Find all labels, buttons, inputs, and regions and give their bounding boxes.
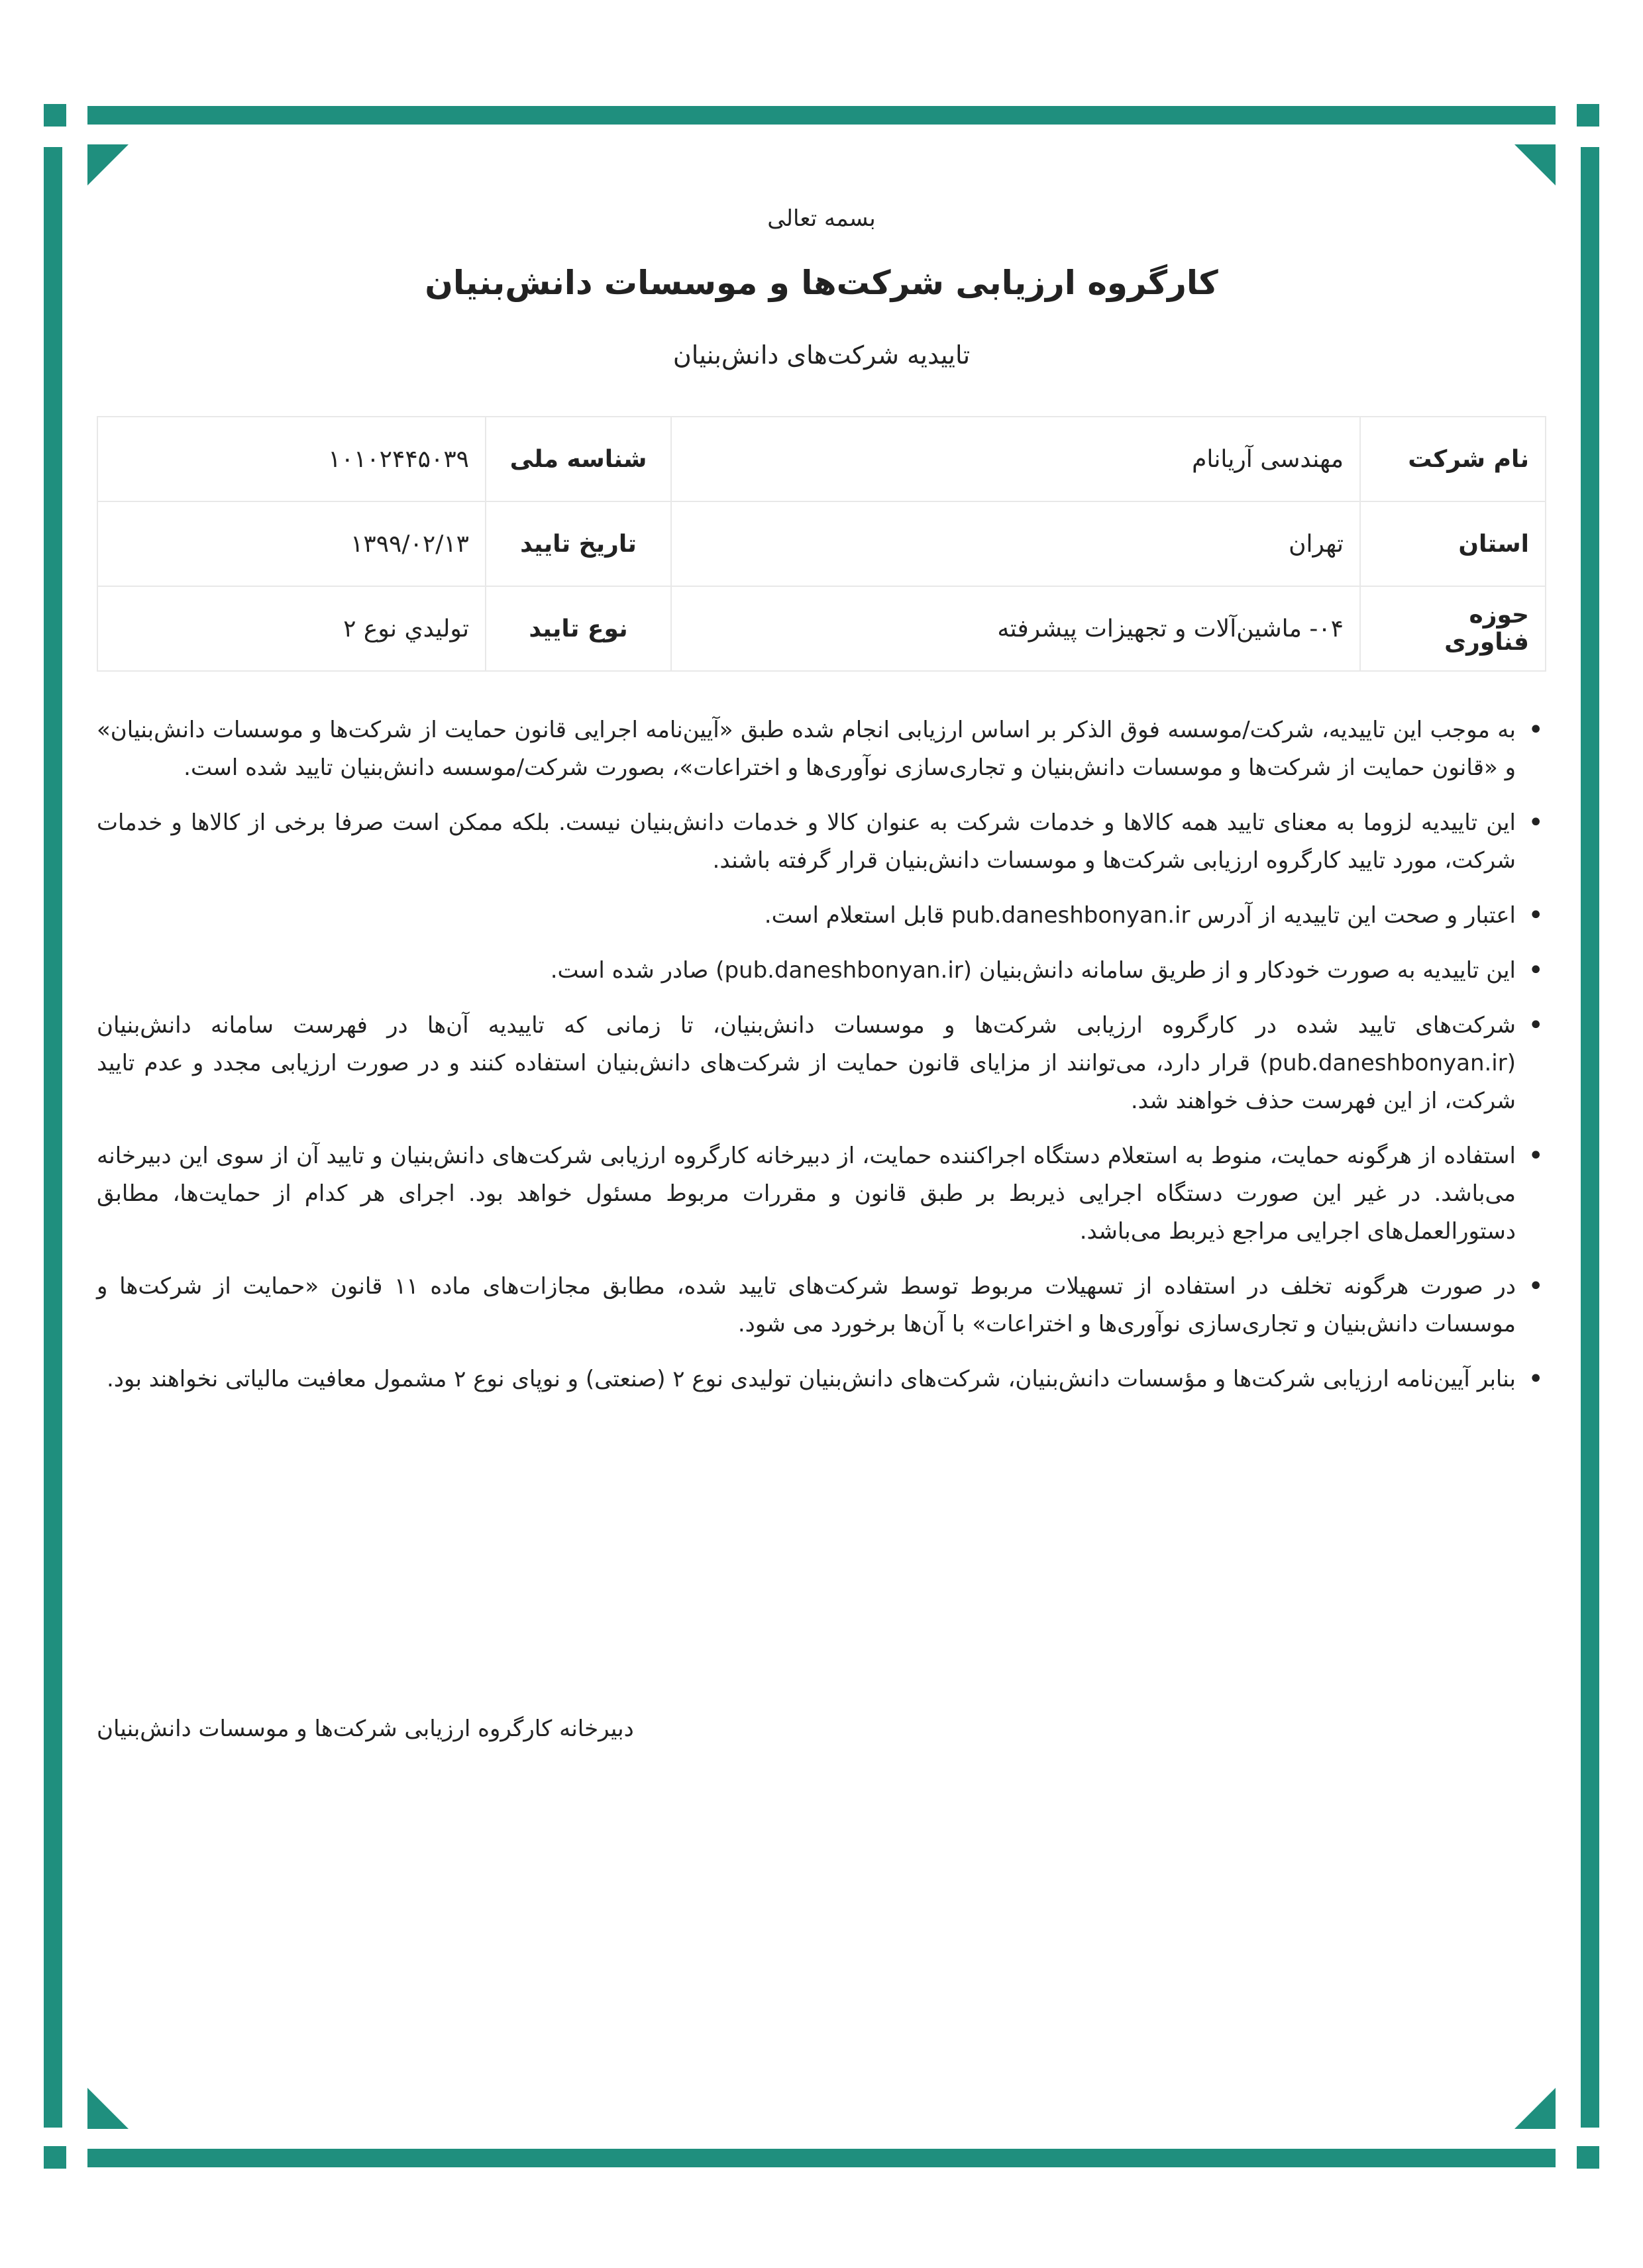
table-row xyxy=(97,586,1546,671)
company-name-value: مهندسی آریانام xyxy=(671,417,1360,501)
technology-field-value: ۰۴- ماشین‌آلات و تجهیزات پیشرفته xyxy=(671,586,1360,671)
list-item: • شرکت‌های تایید شده در کارگروه ارزیابی شرکت‌ها و موسسات دانش‌بنیان، تا زمانی که تاییدیه آن‌ها در فهرست سامانه دانش‌بنیان (pub.daneshbonyan.ir) قرار دارد، می‌توانند از مزایای قانون حمایت از شرکت‌های دانش‌بنیان استفاده کنند و در صورت ارزیابی مجدد و عدم تایید شرکت، از این فهرست حذف خواهند شد. xyxy=(97,1007,1546,1120)
table-row xyxy=(97,501,1546,586)
list-item: • به موجب این تاییدیه، شرکت/موسسه فوق الذکر بر اساس ارزیابی انجام شده طبق «آیین‌نامه اجرایی قانون حمایت از شرکت‌ها و موسسات دانش‌بنیان» و «قانون حمایت از شرکت‌ها و موسسات دانش‌بنیان و تجاری‌سازی نوآوری‌ها و اختراعات»، بصورت شرکت/موسسه دانش‌بنیان تایید شده است. xyxy=(97,711,1546,787)
national-id-value: ۱۰۱۰۲۴۴۵۰۳۹ xyxy=(97,417,486,501)
list-item: • استفاده از هرگونه حمایت، منوط به استعلام دستگاه اجراکننده حمایت، از دبیرخانه کارگروه ارزیابی شرکت‌های دانش‌بنیان و تایید آن از سوی این دبیرخانه می‌باشد. در غیر این صورت دستگاه اجرایی ذیربط بر طبق قانون و مقررات مربوط مسئول خواهد بود. اجرای هر کدام از حمایت‌ها، مطابق دستورالعمل‌های اجرایی مراجع ذیربط می‌باشد. xyxy=(97,1137,1546,1251)
company-name-label: نام شرکت xyxy=(1360,417,1546,501)
frame-corner-square-br xyxy=(1577,2146,1599,2169)
list-item: • بنابر آیین‌نامه ارزیابی شرکت‌ها و مؤسسات دانش‌بنیان، شرکت‌های دانش‌بنیان تولیدی نوع ۲ (صنعتی) و نوپای نوع ۲ مشمول معافیت مالیاتی نخواهند بود. xyxy=(97,1361,1546,1398)
frame-corner-square-bl xyxy=(44,2146,66,2169)
province-value: تهران xyxy=(671,501,1360,586)
frame-top-bar xyxy=(87,106,1556,125)
national-id-label: شناسه ملی xyxy=(486,417,671,501)
footer-signature: دبیرخانه کارگروه ارزیابی شرکت‌ها و موسسات دانش‌بنیان xyxy=(97,1716,634,1742)
frame-corner-triangle-tr xyxy=(1514,144,1556,185)
company-info-table xyxy=(97,416,1546,672)
list-item: • در صورت هرگونه تخلف در استفاده از تسهیلات مربوط توسط شرکت‌های تایید شده، مطابق مجازات‌های ماده ۱۱ قانون «حمایت از شرکت‌ها و موسسات دانش‌بنیان و تجاری‌سازی نوآوری‌ها و اختراعات» با آن‌ها برخورد می شود. xyxy=(97,1268,1546,1343)
document-body xyxy=(97,192,1546,1416)
notes-list xyxy=(97,711,1546,1398)
table-row xyxy=(97,417,1546,501)
frame-bottom-bar xyxy=(87,2149,1556,2167)
basmala: بسمه تعالی xyxy=(767,205,876,232)
list-item: • این تاییدیه لزوما به معنای تایید همه کالاها و خدمات شرکت به عنوان کالا و خدمات دانش‌بنیان نیست. بلکه ممکن است صرفا برخی از کالاها و خدمات شرکت، مورد تایید کارگروه ارزیابی شرکت‌ها و موسسات دانش‌بنیان قرار گرفته باشند. xyxy=(97,804,1546,880)
list-item: • اعتبار و صحت این تاییدیه از آدرس pub.daneshbonyan.ir قابل استعلام است. xyxy=(97,897,1546,935)
list-item: • این تاییدیه به صورت خودکار و از طریق سامانه دانش‌بنیان (pub.daneshbonyan.ir) صادر شده است. xyxy=(97,952,1546,990)
province-label: استان xyxy=(1360,501,1546,586)
approval-date-label: تاریخ تایید xyxy=(486,501,671,586)
frame-corner-square-tr xyxy=(1577,104,1599,127)
frame-corner-triangle-tl xyxy=(87,144,129,185)
technology-field-label: حوزه فناوری xyxy=(1360,586,1546,671)
frame-corner-triangle-bl xyxy=(87,2088,129,2129)
approval-date-value: ۱۳۹۹/۰۲/۱۳ xyxy=(97,501,486,586)
frame-right-bar xyxy=(1581,147,1599,2128)
frame-left-bar xyxy=(44,147,62,2128)
approval-type-label: نوع تایید xyxy=(486,586,671,671)
frame-corner-triangle-br xyxy=(1514,2088,1556,2129)
page-title: کارگروه ارزیابی شرکت‌ها و موسسات دانش‌بنیان xyxy=(425,264,1218,302)
page-subtitle: تاییدیه شرکت‌های دانش‌بنیان xyxy=(672,340,971,370)
approval-type-value: توليدي نوع ۲ xyxy=(97,586,486,671)
frame-corner-square-tl xyxy=(44,104,66,127)
